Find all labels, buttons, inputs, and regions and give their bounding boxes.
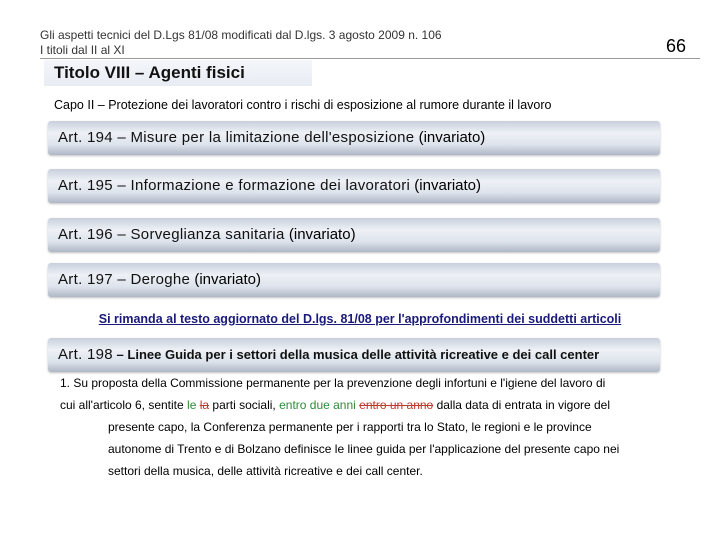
article-title: Art. 196 – Sorveglianza sanitaria (58, 226, 285, 243)
header-line-1: Gli aspetti tecnici del D.Lgs 81/08 modificati dal D.lgs. 3 agosto 2009 n. 106 (40, 28, 442, 42)
article-title: Art. 194 – Misure per la limitazione dell'esposizione (58, 129, 415, 146)
header (40, 28, 442, 58)
text-segment: dalla data di entrata in vigore del (433, 398, 611, 412)
header-divider (40, 58, 700, 59)
paragraph-line-2 (60, 394, 672, 416)
article-bar-196 (48, 218, 660, 252)
text-segment: cui all'articolo 6, sentite (60, 398, 188, 412)
paragraph-line-4: autonome di Trento e di Bolzano definisce le linee guida per l'applicazione del presente capo nei (108, 442, 620, 456)
article-bar-198 (48, 338, 660, 372)
paragraph-line-5: settori della musica, delle attività ricreative e dei call center. (108, 464, 423, 478)
article-status: (invariato) (190, 271, 262, 288)
article-title: Art. 197 – Deroghe (58, 271, 191, 288)
paragraph-line-1: 1. Su proposta della Commissione permanente per la prevenzione degli infortuni e l'igiene del lavoro di (60, 376, 606, 390)
section-title: Titolo VIII – Agenti fisici (44, 60, 312, 86)
removed-word-la: la (199, 398, 210, 412)
capo-heading: Capo II – Protezione dei lavoratori contro i rischi di esposizione al rumore durante il lavoro (54, 98, 552, 112)
paragraph-line-3: presente capo, la Conferenza permanente per i rapporti tra lo Stato, le regioni e le province (108, 420, 592, 434)
text-segment: parti sociali, (209, 398, 280, 412)
article-bar-195 (48, 169, 660, 203)
article-subtitle: – Linee Guida per i settori della musica delle attività ricreative e dei call center (112, 347, 600, 362)
article-bar-197 (48, 263, 660, 297)
article-status: (invariato) (414, 129, 486, 146)
article-title: Art. 195 – Informazione e formazione dei lavoratori (58, 177, 411, 194)
added-phrase: entro due anni (279, 398, 356, 412)
article-bar-194 (48, 121, 660, 155)
article-number: Art. 198 (58, 346, 113, 363)
removed-phrase: entro un anno (359, 398, 434, 412)
added-word-le: le (187, 398, 197, 412)
article-status: (invariato) (284, 226, 356, 243)
page-number: 66 (665, 36, 686, 56)
reference-note: Si rimanda al testo aggiornato del D.lgs. 81/08 per l'approfondimenti dei suddetti articoli (98, 312, 622, 326)
header-line-2: I titoli dal II al XI (40, 43, 125, 57)
article-status: (invariato) (410, 177, 481, 194)
